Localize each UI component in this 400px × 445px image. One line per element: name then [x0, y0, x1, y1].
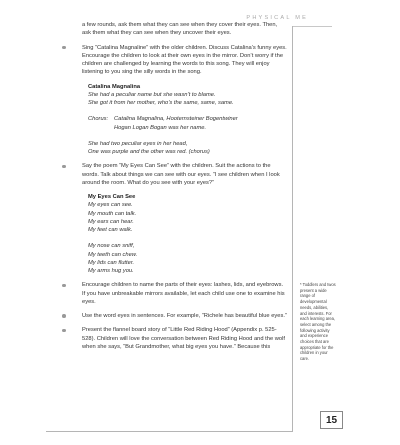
song-line: She had a peculiar name but she wasn’t to blame. [88, 91, 216, 98]
running-head: PHYSICAL ME [246, 15, 308, 21]
margin-note: * Toddlers and twos present a wide range of developmental needs, abilities, and interests. For each learning area, select among the following activity and experience choices that are appropriate for the children in your care. [300, 282, 336, 362]
bullet-icon [62, 46, 66, 50]
poem-line: My mouth can talk. [88, 210, 137, 217]
bullet-icon [62, 165, 66, 169]
poem-line: My teeth can chew. [88, 251, 138, 258]
song-chorus [88, 115, 287, 132]
song-line: She got it from her mother, who’s the same, same, same. [88, 100, 234, 106]
bullet-item [82, 162, 287, 187]
top-rule [292, 26, 332, 27]
margin-rule [292, 26, 293, 432]
song-block [88, 83, 287, 157]
bullet-text: Present the flannel board story of “Little Red Riding Hood” (Appendix p. 525-528). Children will love the conversation between Red Riding Hood and the wolf when she says, “But Grandmother, what big eyes you have.” Because this [82, 327, 285, 350]
poem-line: My nose can sniff, [88, 243, 135, 250]
bullet-text: Use the word eyes in sentences. For example, “Richele has beautiful blue eyes.” [82, 313, 287, 319]
poem-line: My eyes can see. [88, 202, 133, 209]
poem-line: My arms hug you. [88, 268, 134, 274]
song-line: She had two peculiar eyes in her head, [88, 140, 188, 147]
song-line: Hogan Logan Bogan was her name. [114, 124, 207, 131]
song-line: Catalina Magnalina, Hooternsteiner Bogentwiner [114, 116, 238, 123]
bullet-item [82, 281, 287, 306]
bullet-icon [62, 284, 66, 288]
bullet-icon [62, 329, 66, 333]
bullet-item [82, 44, 287, 77]
poem-line: My ears can hear. [88, 218, 134, 225]
chorus-label: Chorus: [88, 116, 109, 123]
poem-title: My Eyes Can See [88, 194, 136, 200]
poem-line: My lids can flutter. [88, 259, 135, 266]
bullet-text: Say the poem “My Eyes Can See” with the children. Suit the actions to the words. Talk about things we can see with our eyes. “I see children when I look around the room. What do you see with your eyes?” [82, 163, 280, 186]
song-title: Catalina Magnalina [88, 83, 141, 90]
bullet-item [82, 326, 287, 351]
song-line: One was purple and the other was red. (chorus) [88, 149, 210, 155]
poem-block [88, 193, 287, 275]
intro-paragraph: a few rounds, ask them what they can see when they cover their eyes. Then, ask them what they can see when they uncover their eyes. [82, 22, 278, 37]
bottom-rule [46, 431, 292, 432]
bullet-icon [62, 314, 66, 318]
bullet-item [82, 312, 287, 320]
main-column [82, 21, 287, 357]
bullet-text: Encourage children to name the parts of their eyes: lashes, lids, and eyebrows. If you have unbreakable mirrors available, let each child use one to examine his eyes. [82, 282, 285, 305]
bullet-text: Sing “Catalina Magnaline” with the older children. Discuss Catalina’s funny eyes. Encourage the children to look at their own eyes in the mirror. Don’t worry if the children are challenged by learning the words to this song. They will enjoy listening to you sing the silly words in the song. [82, 44, 287, 76]
page-number: 15 [320, 411, 343, 429]
poem-line: My feet can walk. [88, 227, 133, 233]
